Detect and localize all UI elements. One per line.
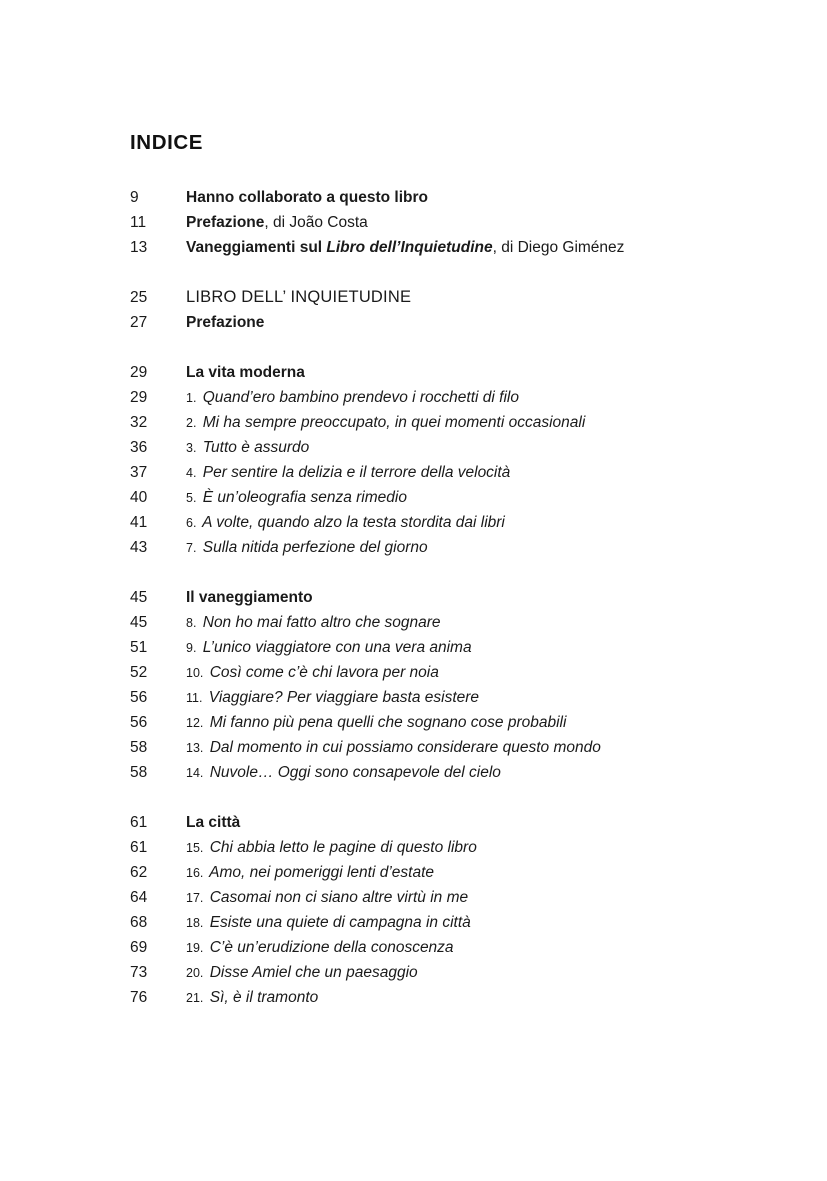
toc-entry-title: Così come c’è chi lavora per noia <box>205 664 439 681</box>
toc-part-title: LIBRO DELL’ INQUIETUDINE <box>186 288 412 306</box>
toc-entry-number: 12. <box>186 716 204 730</box>
toc-entry-label <box>186 435 309 461</box>
toc-page-number: 45 <box>130 614 148 631</box>
toc-entry[interactable] <box>130 485 827 510</box>
toc-entry-title: Vaneggiamenti sul <box>186 239 327 256</box>
toc-entry-title: È un’oleografia senza rimedio <box>198 489 407 506</box>
toc-groups-container <box>130 185 827 1010</box>
toc-group-la-citta <box>130 810 827 1010</box>
toc-group-front-matter <box>130 185 827 260</box>
toc-entry-label <box>186 485 407 511</box>
toc-entry-number: 17. <box>186 891 204 905</box>
toc-entry-number: 11. <box>186 691 203 705</box>
toc-entry-label <box>186 210 368 235</box>
toc-entry[interactable] <box>130 460 827 485</box>
toc-section-title: Prefazione <box>186 314 265 331</box>
toc-entry-number: 6. <box>186 516 197 530</box>
toc-entry[interactable] <box>130 310 827 335</box>
toc-page-number: 36 <box>130 439 148 456</box>
toc-entry-number: 10. <box>186 666 204 680</box>
toc-page-number: 68 <box>130 914 148 931</box>
toc-entry[interactable] <box>130 410 827 435</box>
toc-page-number: 56 <box>130 689 148 706</box>
toc-entry-title: Sì, è il tramonto <box>205 989 319 1006</box>
toc-entry[interactable] <box>130 585 827 610</box>
toc-entry-title: Tutto è assurdo <box>198 439 310 456</box>
toc-page-number: 51 <box>130 639 148 656</box>
toc-entry-title: Non ho mai fatto altro che sognare <box>198 614 441 631</box>
toc-entry-title: Amo, nei pomeriggi lenti d’estate <box>205 864 434 881</box>
toc-page-number: 64 <box>130 889 148 906</box>
toc-entry-number: 14. <box>186 766 204 780</box>
toc-entry-title: Per sentire la delizia e il terrore della velocità <box>198 464 511 481</box>
toc-entry-title: Sulla nitida perfezione del giorno <box>198 539 428 556</box>
toc-entry-title: Nuvole… Oggi sono consapevole del cielo <box>205 764 501 781</box>
toc-page-number: 61 <box>130 839 148 856</box>
page-title: INDICE <box>130 131 204 154</box>
toc-page-number: 27 <box>130 314 148 331</box>
toc-page-number: 69 <box>130 939 148 956</box>
toc-entry-label <box>186 985 318 1011</box>
toc-entry-number: 4. <box>186 466 197 480</box>
toc-entry[interactable] <box>130 735 827 760</box>
toc-page-number: 61 <box>130 814 148 831</box>
toc-entry[interactable] <box>130 660 827 685</box>
toc-entry[interactable] <box>130 185 827 210</box>
toc-entry-title: Mi ha sempre preoccupato, in quei momenti occasionali <box>198 414 586 431</box>
toc-entry-title: Casomai non ci siano altre virtù in me <box>205 889 469 906</box>
toc-entry-title: Dal momento in cui possiamo considerare questo mondo <box>205 739 601 756</box>
toc-entry-number: 7. <box>186 541 197 555</box>
toc-page-number: 52 <box>130 664 148 681</box>
toc-entry-label <box>186 385 519 411</box>
toc-page-number: 45 <box>130 589 148 606</box>
toc-entry-label <box>186 535 428 561</box>
toc-entry[interactable] <box>130 610 827 635</box>
toc-entry[interactable] <box>130 685 827 710</box>
toc-entry-label <box>186 685 479 711</box>
toc-entry[interactable] <box>130 535 827 560</box>
toc-entry[interactable] <box>130 635 827 660</box>
toc-page-number: 25 <box>130 289 148 306</box>
toc-entry-label <box>186 635 472 661</box>
toc-entry-label <box>186 735 601 761</box>
toc-entry-label <box>186 960 418 986</box>
toc-entry-label <box>186 910 471 936</box>
toc-entry-title: L’unico viaggiatore con una vera anima <box>198 639 472 656</box>
toc-entry-number: 5. <box>186 491 197 505</box>
toc-entry[interactable] <box>130 285 827 310</box>
toc-entry[interactable] <box>130 710 827 735</box>
toc-entry-label <box>186 710 566 736</box>
toc-entry[interactable] <box>130 210 827 235</box>
toc-entry[interactable] <box>130 835 827 860</box>
toc-entry-number: 18. <box>186 916 204 930</box>
toc-entry-number: 8. <box>186 616 197 630</box>
toc-entry-number: 15. <box>186 841 204 855</box>
toc-page-number: 37 <box>130 464 148 481</box>
toc-entry-number: 16. <box>186 866 204 880</box>
toc-page-number: 32 <box>130 414 148 431</box>
toc-entry-label <box>186 935 454 961</box>
toc-entry[interactable] <box>130 360 827 385</box>
toc-entry[interactable] <box>130 910 827 935</box>
toc-page-number: 29 <box>130 389 148 406</box>
toc-entry-title: Hanno collaborato a questo libro <box>186 189 428 206</box>
toc-entry-label <box>186 660 439 686</box>
toc-entry-number: 1. <box>186 391 197 405</box>
toc-page-number: 9 <box>130 189 139 206</box>
toc-entry-label <box>186 510 505 536</box>
toc-entry-number: 3. <box>186 441 197 455</box>
toc-section-title: Il vaneggiamento <box>186 589 313 606</box>
toc-entry[interactable] <box>130 235 827 260</box>
toc-entry[interactable] <box>130 860 827 885</box>
toc-entry[interactable] <box>130 435 827 460</box>
toc-entry[interactable] <box>130 960 827 985</box>
toc-entry[interactable] <box>130 885 827 910</box>
toc-entry-label <box>186 860 434 886</box>
toc-entry-label <box>186 835 477 861</box>
toc-entry-label <box>186 235 624 260</box>
toc-page-number: 58 <box>130 739 148 756</box>
toc-group-part-opening <box>130 285 827 335</box>
toc-entry-number: 9. <box>186 641 197 655</box>
toc-section-title: La città <box>186 814 241 831</box>
toc-entry-number: 2. <box>186 416 197 430</box>
toc-page-number: 43 <box>130 539 148 556</box>
toc-entry-number: 21. <box>186 991 204 1005</box>
toc-entry-label <box>186 410 585 436</box>
toc-page-number: 73 <box>130 964 148 981</box>
toc-section-title: La vita moderna <box>186 364 305 381</box>
toc-entry-title: Viaggiare? Per viaggiare basta esistere <box>204 689 480 706</box>
toc-entry[interactable] <box>130 385 827 410</box>
toc-entry-title: Esiste una quiete di campagna in città <box>205 914 471 931</box>
toc-group-la-vita-moderna <box>130 360 827 560</box>
toc-group-il-vaneggiamento <box>130 585 827 785</box>
toc-entry-label <box>186 610 441 636</box>
toc-entry-title: Prefazione <box>186 214 265 231</box>
toc-entry-number: 19. <box>186 941 204 955</box>
toc-entry-title: Disse Amiel che un paesaggio <box>205 964 418 981</box>
toc-entry-number: 13. <box>186 741 204 755</box>
toc-page-number: 58 <box>130 764 148 781</box>
toc-entry-label <box>186 760 501 786</box>
toc-entry-title: Quand’ero bambino prendevo i rocchetti di filo <box>198 389 519 406</box>
toc-page-number: 41 <box>130 514 148 531</box>
toc-entry-number: 20. <box>186 966 204 980</box>
toc-entry-label <box>186 885 468 911</box>
toc-entry[interactable] <box>130 760 827 785</box>
toc-page-number: 62 <box>130 864 148 881</box>
toc-entry-author: , di Diego Giménez <box>492 239 625 256</box>
toc-entry-title: Mi fanno più pena quelli che sognano cose probabili <box>205 714 567 731</box>
toc-entry-label <box>186 185 428 210</box>
toc-entry-title: C’è un’erudizione della conoscenza <box>205 939 454 956</box>
toc-entry[interactable] <box>130 985 827 1010</box>
toc-entry-work-title: Libro dell’Inquietudine <box>326 239 493 256</box>
toc-page-number: 11 <box>130 214 147 231</box>
toc-entry-title: Chi abbia letto le pagine di questo libro <box>205 839 477 856</box>
toc-entry-author: , di João Costa <box>264 214 368 231</box>
toc-entry[interactable] <box>130 935 827 960</box>
toc-entry-title: A volte, quando alzo la testa stordita dai libri <box>198 514 505 531</box>
toc-entry[interactable] <box>130 510 827 535</box>
toc-page-number: 40 <box>130 489 148 506</box>
toc-entry[interactable] <box>130 810 827 835</box>
toc-page-number: 76 <box>130 989 148 1006</box>
toc-entry-label <box>186 460 510 486</box>
toc-page-number: 29 <box>130 364 148 381</box>
toc-page-number: 13 <box>130 239 148 256</box>
toc-page-number: 56 <box>130 714 148 731</box>
